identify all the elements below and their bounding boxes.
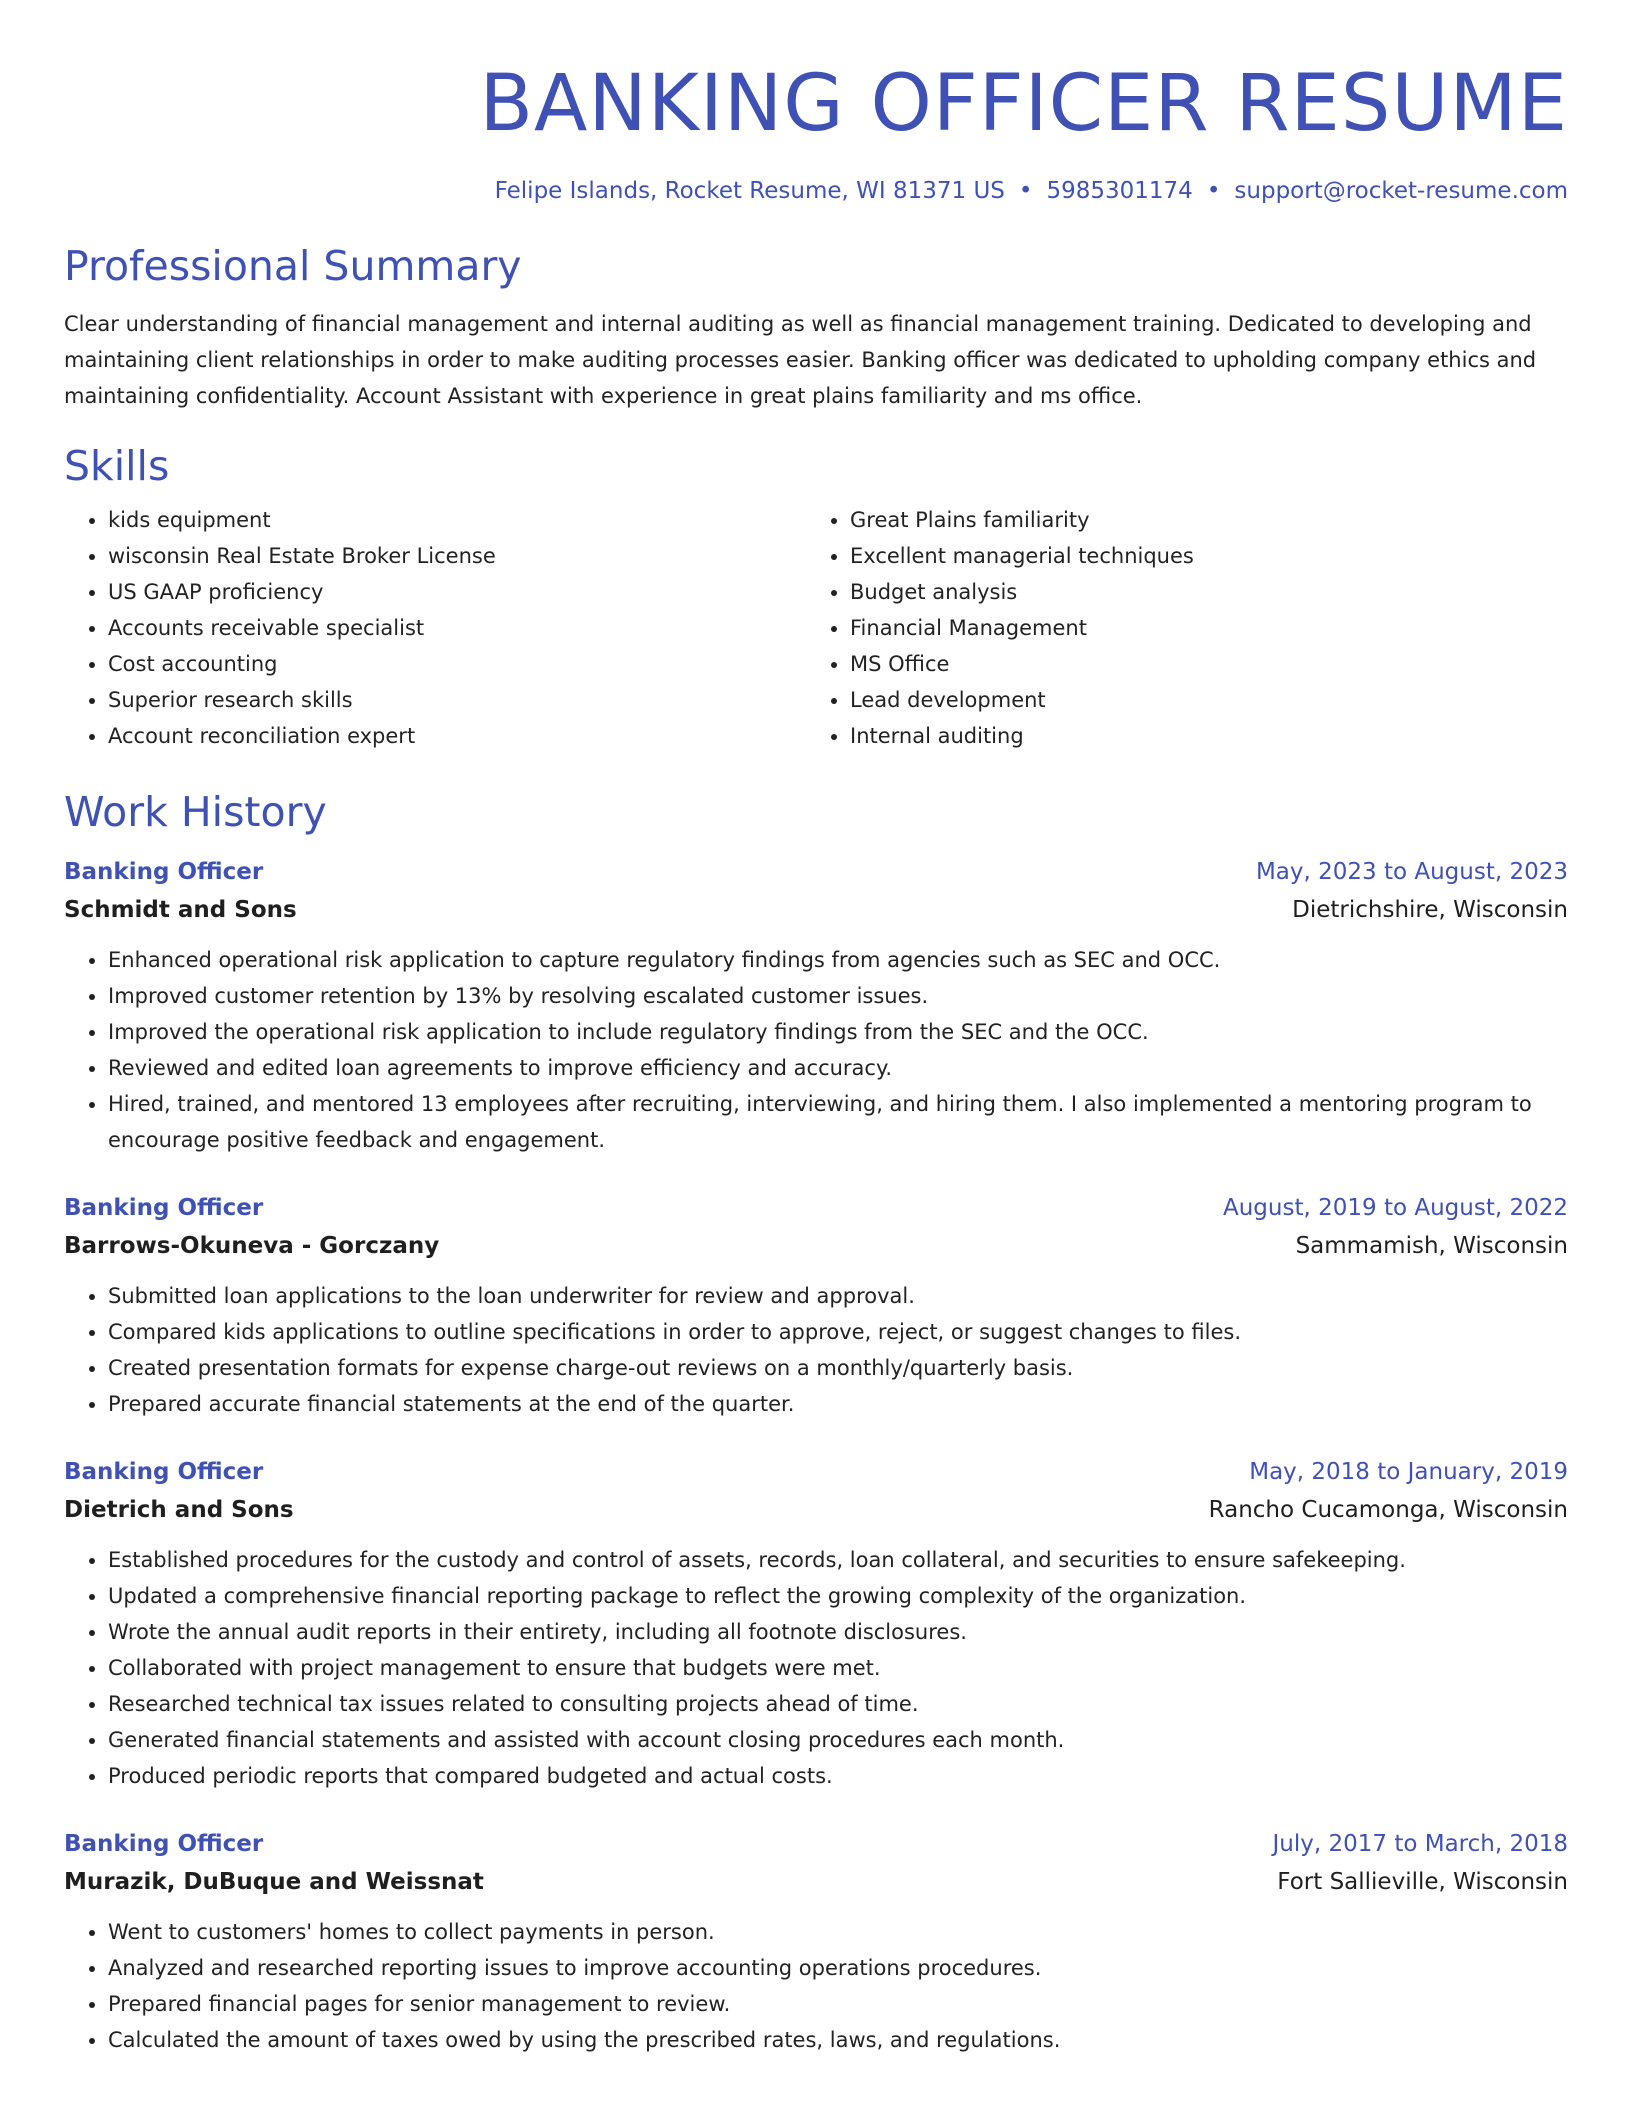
skill-item: • kids equipment	[108, 502, 806, 538]
job-bullet: • Prepared financial pages for senior management to review.	[108, 1986, 1568, 2022]
job-bullet: • Hired, trained, and mentored 13 employees after recruiting, interviewing, and hiring them. I also implemented a mentoring program to encourage positive feedback and engagement.	[108, 1086, 1568, 1158]
job-title: Banking Officer	[64, 1831, 264, 1857]
job-entry	[64, 1190, 1568, 1422]
job-location: Rancho Cucamonga, Wisconsin	[1208, 1497, 1568, 1523]
job-bullet: • Calculated the amount of taxes owed by using the prescribed rates, laws, and regulations.	[108, 2022, 1568, 2058]
job-bullets	[64, 1542, 1568, 1794]
skill-item: • Lead development	[850, 682, 1548, 718]
contact-line	[64, 174, 1568, 208]
job-bullet: • Updated a comprehensive financial reporting package to reflect the growing complexity of the organization.	[108, 1578, 1568, 1614]
contact-separator: •	[1018, 178, 1033, 204]
job-location: Fort Sallieville, Wisconsin	[1277, 1869, 1568, 1895]
skills-list	[64, 502, 1568, 754]
skill-item: • Financial Management	[850, 610, 1548, 646]
job-company: Schmidt and Sons	[64, 897, 297, 923]
skills-column-left	[64, 502, 806, 754]
skill-item: • wisconsin Real Estate Broker License	[108, 538, 806, 574]
job-bullet: • Improved the operational risk application to include regulatory findings from the SEC and the OCC.	[108, 1014, 1568, 1050]
job-entry	[64, 1826, 1568, 2058]
job-bullet: • Improved customer retention by 13% by resolving escalated customer issues.	[108, 978, 1568, 1014]
contact-address: Felipe Islands, Rocket Resume, WI 81371 US	[494, 178, 1005, 204]
job-bullet: • Established procedures for the custody and control of assets, records, loan collateral, and securities to ensure safekeeping.	[108, 1542, 1568, 1578]
job-bullets	[64, 1914, 1568, 2058]
job-bullets	[64, 1278, 1568, 1422]
resume-page	[64, 0, 1568, 2058]
summary-heading: Professional Summary	[64, 242, 522, 290]
skill-item: • Internal auditing	[850, 718, 1548, 754]
skill-item: • Superior research skills	[108, 682, 806, 718]
job-bullet: • Researched technical tax issues related to consulting projects ahead of time.	[108, 1686, 1568, 1722]
job-entry	[64, 854, 1568, 1158]
job-bullets	[64, 942, 1568, 1158]
contact-phone: 5985301174	[1046, 178, 1193, 204]
job-bullet: • Wrote the annual audit reports in their entirety, including all footnote disclosures.	[108, 1614, 1568, 1650]
job-title: Banking Officer	[64, 1459, 264, 1485]
contact-email: support@rocket-resume.com	[1234, 178, 1568, 204]
skill-item: • Cost accounting	[108, 646, 806, 682]
job-bullet: • Prepared accurate financial statements at the end of the quarter.	[108, 1386, 1568, 1422]
job-company: Barrows-Okuneva - Gorczany	[64, 1233, 440, 1259]
job-location: Sammamish, Wisconsin	[1295, 1233, 1568, 1259]
skill-item: • Excellent managerial techniques	[850, 538, 1548, 574]
job-bullet: • Compared kids applications to outline specifications in order to approve, reject, or suggest changes to files.	[108, 1314, 1568, 1350]
job-location: Dietrichshire, Wisconsin	[1292, 897, 1568, 923]
job-title: Banking Officer	[64, 859, 264, 885]
skills-heading: Skills	[64, 442, 170, 490]
job-title: Banking Officer	[64, 1195, 264, 1221]
job-company: Murazik, DuBuque and Weissnat	[64, 1869, 484, 1895]
summary-text: Clear understanding of financial management and internal auditing as well as financial management training. Dedicated to developing and maintaining client relationships in order to make auditing processes easier. Banking officer was dedicated to upholding company ethics and maintaining confidentiality. Account Assistant with experience in great plains familiarity and ms office.	[64, 312, 1537, 408]
job-bullet: • Created presentation formats for expense charge-out reviews on a monthly/quarterly basis.	[108, 1350, 1568, 1386]
job-entry	[64, 1454, 1568, 1794]
job-bullet: • Enhanced operational risk application to capture regulatory findings from agencies such as SEC and OCC.	[108, 942, 1568, 978]
skill-item: • Budget analysis	[850, 574, 1548, 610]
job-bullet: • Generated financial statements and assisted with account closing procedures each month.	[108, 1722, 1568, 1758]
job-bullet: • Collaborated with project management to ensure that budgets were met.	[108, 1650, 1568, 1686]
job-dates: August, 2019 to August, 2022	[1223, 1195, 1568, 1221]
contact-separator: •	[1206, 178, 1221, 204]
resume-title: BANKING OFFICER RESUME	[479, 59, 1568, 149]
job-dates: July, 2017 to March, 2018	[1272, 1831, 1568, 1857]
skill-item: • MS Office	[850, 646, 1548, 682]
skill-item: • Accounts receivable specialist	[108, 610, 806, 646]
job-dates: May, 2018 to January, 2019	[1249, 1459, 1568, 1485]
job-bullet: • Produced periodic reports that compared budgeted and actual costs.	[108, 1758, 1568, 1794]
skill-item: • Great Plains familiarity	[850, 502, 1548, 538]
skills-column-right	[806, 502, 1548, 754]
skill-item: • Account reconciliation expert	[108, 718, 806, 754]
job-bullet: • Submitted loan applications to the loan underwriter for review and approval.	[108, 1278, 1568, 1314]
skill-item: • US GAAP proficiency	[108, 574, 806, 610]
job-bullet: • Reviewed and edited loan agreements to improve efficiency and accuracy.	[108, 1050, 1568, 1086]
job-bullet: • Analyzed and researched reporting issues to improve accounting operations procedures.	[108, 1950, 1568, 1986]
work-history-heading: Work History	[64, 788, 327, 836]
job-bullet: • Went to customers' homes to collect payments in person.	[108, 1914, 1568, 1950]
job-company: Dietrich and Sons	[64, 1497, 294, 1523]
job-dates: May, 2023 to August, 2023	[1255, 859, 1568, 885]
